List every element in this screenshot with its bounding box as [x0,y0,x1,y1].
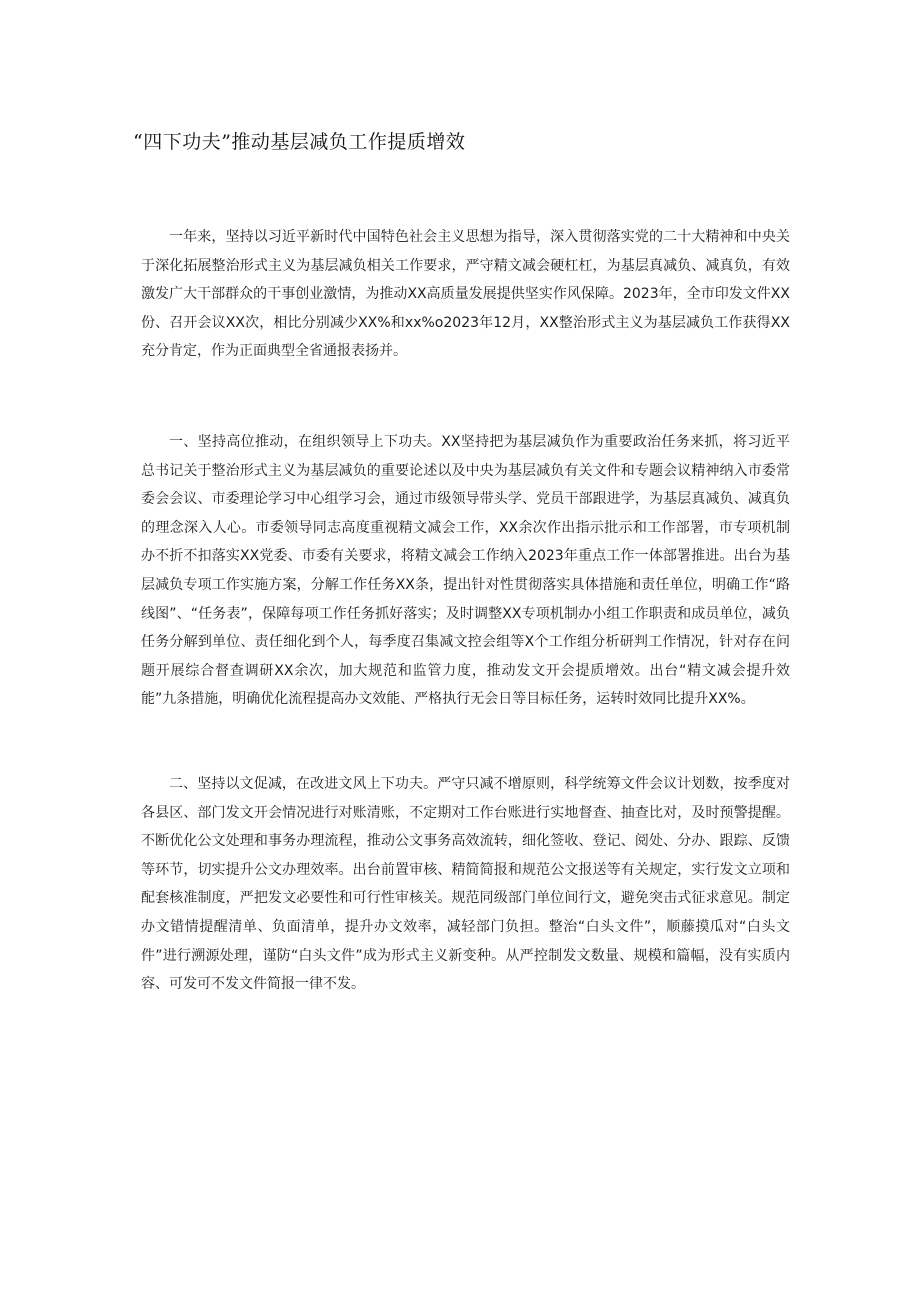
document-title: “四下功夫”推动基层减负工作提质增效 [133,131,466,153]
paragraph-section-2: 二、坚持以文促减，在改进文风上下功夫。严守只减不增原则，科学统筹文件会议计划数，按季度对各县区、部门发文开会情况进行对账清账，不定期对工作台账进行实地督查、抽查比对，及时预警提醒。不断优化公文处理和事务办理流程，推动公文事务高效流转，细化签收、登记、阅处、分办、跟踪、反馈等环节，切实提升公文办理效率。出台前置审核、精简简报和规范公文报送等有关规定，实行发文立项和配套核准制度，严把发文必要性和可行性审核关。规范同级部门单位间行文，避免突击式征求意见。制定办文错情提醒清单、负面清单，提升办文效率，减轻部门负担。整治“白头文件”，顺藤摸瓜对“白头文件”进行溯源处理，谨防“白头文件”成为形式主义新变种。从严控制发文数量、规模和篇幅，没有实质内容、可发可不发文件简报一律不发。 [141,776,790,993]
paragraph-intro: 一年来，坚持以习近平新时代中国特色社会主义思想为指导，深入贯彻落实党的二十大精神和中央关于深化拓展整治形式主义为基层减负相关工作要求，严守精文减会硬杠杠，为基层真减负、减真负，有效激发广大干部群众的干事创业激情，为推动XX高质量发展提供坚实作风保障。2023年，全市印发文件XX份、召开会议XX次，相比分别减少XX%和xx%o2023年12月，XX整治形式主义为基层减负工作获得XX充分肯定，作为正面典型全省通报表扬并。 [141,229,790,360]
paragraph-section-1: 一、坚持高位推动，在组织领导上下功夫。XX坚持把为基层减负作为重要政治任务来抓，将习近平总书记关于整治形式主义为基层减负的重要论述以及中央为基层减负有关文件和专题会议精神纳入市委常委会会议、市委理论学习中心组学习会，通过市级领导带头学、党员干部跟进学，为基层真减负、减真负的理念深入人心。市委领导同志高度重视精文减会工作，XX余次作出指示批示和工作部署，市专项机制办不折不扣落实XX党委、市委有关要求，将精文减会工作纳入2023年重点工作一体部署推进。出台为基层减负专项工作实施方案，分解工作任务XX条，提出针对性贯彻落实具体措施和责任单位，明确工作“路线图”、“任务表”，保障每项工作任务抓好落实；及时调整XX专项机制办小组工作职责和成员单位，减负任务分解到单位、责任细化到个人，每季度召集减文控会组等X个工作组分析研判工作情况，针对存在问题开展综合督查调研XX余次，加大规范和监管力度，推动发文开会提质增效。出台“精文减会提升效能”九条措施，明确优化流程提高办文效能、严格执行无会日等目标任务，运转时效同比提升XX%。 [141,434,790,708]
